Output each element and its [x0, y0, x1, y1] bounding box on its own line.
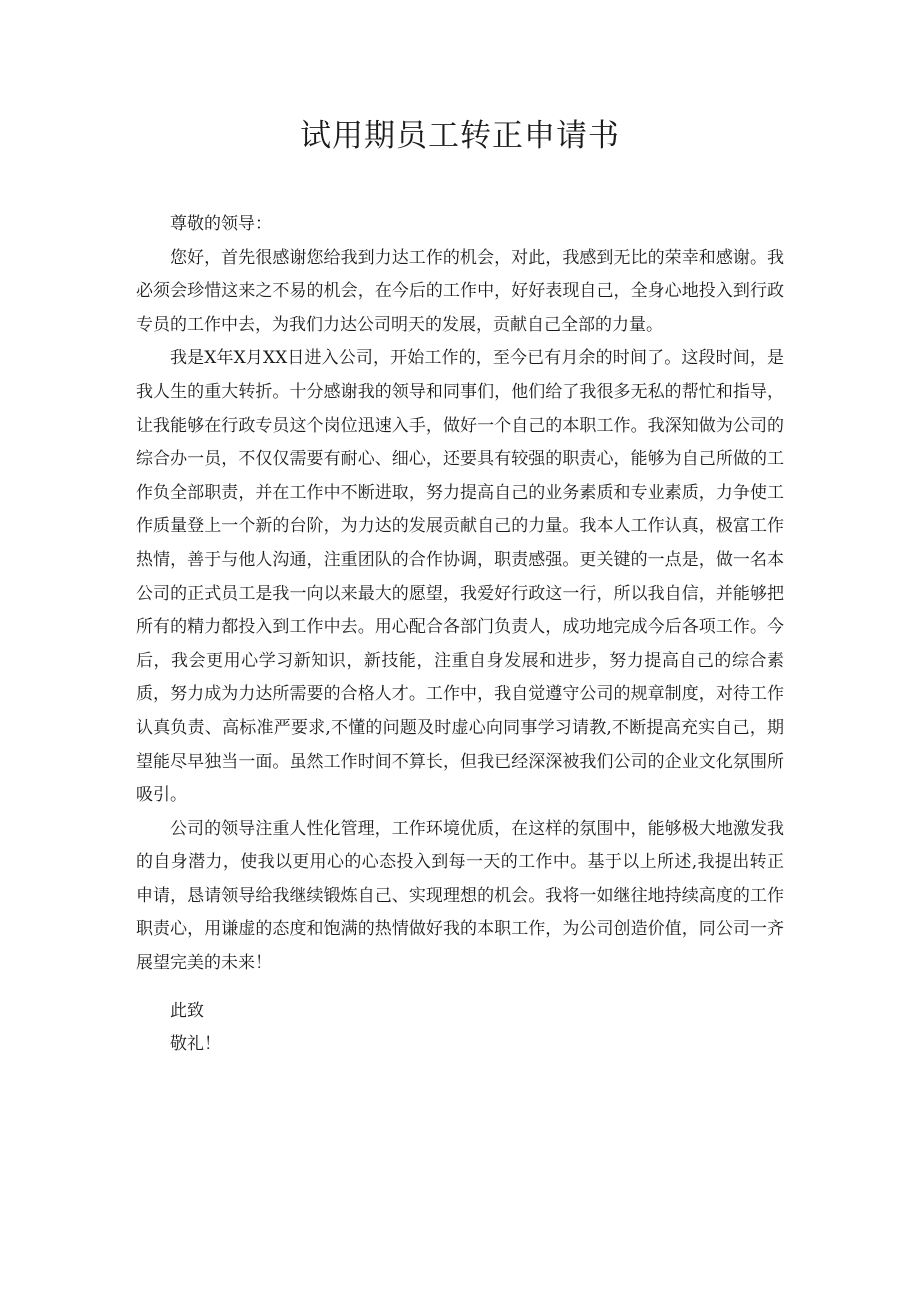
spacer	[136, 981, 784, 995]
document-title: 试用期员工转正申请书	[300, 118, 620, 154]
paragraph-experience: 我是X年X月XX日进入公司，开始工作的，至今已有月余的时间了。这段时间，是我人生的重大转折。十分感谢我的领导和同事们，他们给了我很多无私的帮忙和指导，让我能够在行政专员这个岗位迅速入手，做好一个自己的本职工作。我深知做为公司的综合办一员，不仅仅需要有耐心、细心，还要具有较强的职责心，能够为自己所做的工作负全部职责，并在工作中不断进取，努力提高自己的业务素质和专业素质，力争使工作质量登上一个新的台阶，为力达的发展贡献自己的力量。我本人工作认真，极富工作热情，善于与他人沟通，注重团队的合作协调，职责感强。更关键的一点是，做一名本公司的正式员工是我一向以来最大的愿望，我爱好行政这一行，所以我自信，并能够把所有的精力都投入到工作中去。用心配合各部门负责人，成功地完成今后各项工作。今后，我会更用心学习新知识，新技能，注重自身发展和进步，努力提高自己的综合素质，努力成为力达所需要的合格人才。工作中，我自觉遵守公司的规章制度，对待工作认真负责、高标准严要求,不懂的问题及时虚心向同事学习请教,不断提高充实自己，期望能尽早独当一面。虽然工作时间不算长，但我已经深深被我们公司的企业文化氛围所吸引。	[136, 348, 784, 806]
paragraph-intro: 您好，首先很感谢您给我到力达工作的机会，对此，我感到无比的荣幸和感谢。我必须会珍惜这来之不易的机会，在今后的工作中，好好表现自己，全身心地投入到行政专员的工作中去，为我们力达公司明天的发展，贡献自己全部的力量。	[136, 247, 784, 335]
paragraph-request: 公司的领导注重人性化管理，工作环境优质，在这样的氛围中，能够极大地激发我的自身潜力，使我以更用心的心态投入到每一天的工作中。基于以上所述,我提出转正申请，恳请领导给我继续锻炼自己、实现理想的机会。我将一如继往地持续高度的工作职责心，用谦虚的态度和饱满的热情做好我的本职工作，为公司创造价值，同公司一齐展望完美的未来！	[136, 818, 784, 974]
closing-line-1: 此致	[170, 1000, 204, 1021]
letter-body	[136, 208, 784, 1062]
salutation: 尊敬的领导：	[170, 214, 272, 234]
closing-line-2: 敬礼！	[170, 1034, 221, 1055]
